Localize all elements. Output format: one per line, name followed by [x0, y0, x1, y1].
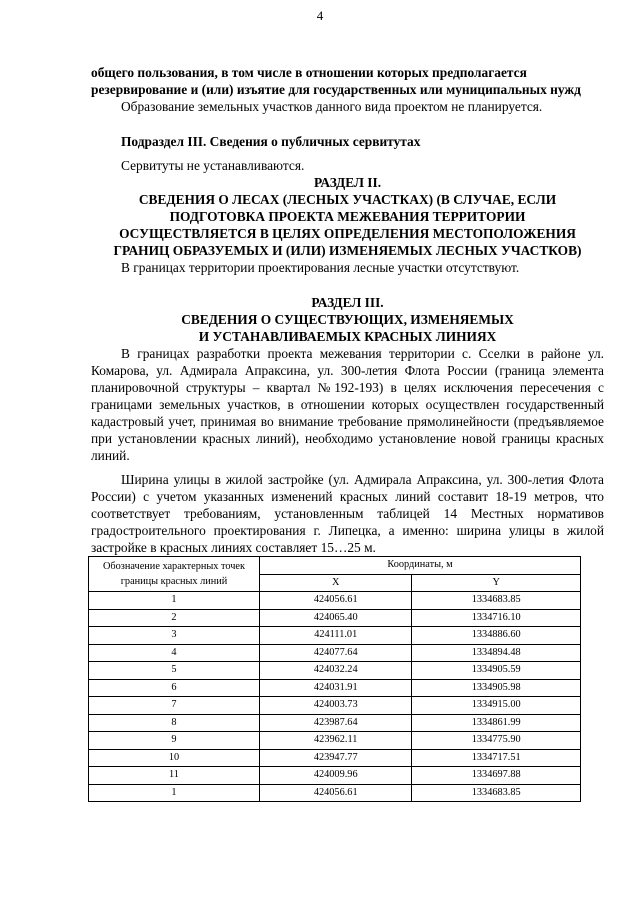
x-cell: 424056.61 [260, 784, 412, 802]
x-cell: 424077.64 [260, 644, 412, 662]
x-cell: 424009.96 [260, 767, 412, 785]
table-header-x: X [260, 574, 412, 592]
y-cell: 1334886.60 [412, 627, 581, 645]
point-cell: 9 [89, 732, 260, 750]
table-row [89, 609, 581, 627]
table-header-points: Обозначение характерных точек границы красных линий [89, 557, 260, 592]
table-row [89, 679, 581, 697]
y-cell: 1334905.59 [412, 662, 581, 680]
section-2-subtitle-line: ОСУЩЕСТВЛЯЕТСЯ В ЦЕЛЯХ ОПРЕДЕЛЕНИЯ МЕСТОПОЛОЖЕНИЯ [119, 226, 576, 241]
x-cell: 423947.77 [260, 749, 412, 767]
x-cell: 424056.61 [260, 592, 412, 610]
y-cell: 1334775.90 [412, 732, 581, 750]
y-cell: 1334861.99 [412, 714, 581, 732]
section-2-subtitle-line: СВЕДЕНИЯ О ЛЕСАХ (ЛЕСНЫХ УЧАСТКАХ) (В СЛУЧАЕ, ЕСЛИ [138, 192, 557, 207]
table-row [89, 732, 581, 750]
x-cell: 424003.73 [260, 697, 412, 715]
point-cell: 3 [89, 627, 260, 645]
table-row [89, 767, 581, 785]
section-3-title: РАЗДЕЛ III. [311, 295, 384, 310]
y-cell: 1334716.10 [412, 609, 581, 627]
section-3-subtitle-line: СВЕДЕНИЯ О СУЩЕСТВУЮЩИХ, ИЗМЕНЯЕМЫХ [181, 312, 514, 327]
y-cell: 1334697.88 [412, 767, 581, 785]
section-3-paragraph-1: В границах разработки проекта межевания территории с. Сселки в районе ул. Комарова, ул. Адмирала Апраксина, ул. 300-летия Флота России (граница элемента планировочной структуры – квартал №192-193) в целях исключения пересечения с границами земельных участков, в отношении которых осуществлен государственный кадастровый учет, принимая во внимание требование прямолинейности (предъявляемое при установлении красных линий), необходимо установление новой границы красных линий. [91, 346, 604, 463]
point-cell: 1 [89, 784, 260, 802]
section-2-text: В границах территории проектирования лесные участки отсутствуют. [121, 260, 520, 275]
x-cell: 424031.91 [260, 679, 412, 697]
section-a-text: Образование земельных участков данного вида проектом не планируется. [121, 99, 543, 114]
point-cell: 2 [89, 609, 260, 627]
subsection-3-text: Сервитуты не устанавливаются. [121, 158, 305, 173]
point-cell: 6 [89, 679, 260, 697]
x-cell: 424032.24 [260, 662, 412, 680]
section-3-paragraph-2: Ширина улицы в жилой застройке (ул. Адмирала Апраксина, ул. 300-летия Флота России) с учетом указанных изменений красных линий составит 18-19 метров, что соответствует требованиям, установленным таблицей 14 Местных нормативов градостроительного проектирования г. Липецка, а именно: ширина улицы в жилой застройке в красных линиях составляет 15…25 м. [91, 472, 604, 555]
section-2-subtitle-line: ГРАНИЦ ОБРАЗУЕМЫХ И (ИЛИ) ИЗМЕНЯЕМЫХ ЛЕСНЫХ УЧАСТКОВ) [113, 243, 582, 258]
page-number: 4 [316, 8, 324, 23]
section-2-subtitle [91, 191, 604, 259]
section-3-subtitle-line: И УСТАНАВЛИВАЕМЫХ КРАСНЫХ ЛИНИЯХ [198, 329, 497, 344]
y-cell: 1334915.00 [412, 697, 581, 715]
table-row [89, 592, 581, 610]
x-cell: 423962.11 [260, 732, 412, 750]
section-a-heading: общего пользования, в том числе в отношении которых предполагается резервирование и (или) изъятие для государственных или муниципальных нужд [91, 65, 581, 97]
point-cell: 1 [89, 592, 260, 610]
table-header-y: Y [412, 574, 581, 592]
table-body [89, 592, 581, 802]
document-body [91, 64, 604, 802]
table-row [89, 662, 581, 680]
x-cell: 424111.01 [260, 627, 412, 645]
subsection-3-heading: Подраздел III. Сведения о публичных сервитутах [121, 134, 421, 149]
y-cell: 1334717.51 [412, 749, 581, 767]
point-cell: 11 [89, 767, 260, 785]
section-3-subtitle [91, 311, 604, 345]
x-cell: 424065.40 [260, 609, 412, 627]
table-header-coordinates: Координаты, м [260, 557, 581, 575]
table-row [89, 749, 581, 767]
y-cell: 1334905.98 [412, 679, 581, 697]
y-cell: 1334894.48 [412, 644, 581, 662]
table-row [89, 644, 581, 662]
point-cell: 4 [89, 644, 260, 662]
table-row [89, 627, 581, 645]
table-row [89, 784, 581, 802]
point-cell: 8 [89, 714, 260, 732]
point-cell: 10 [89, 749, 260, 767]
table-row [89, 714, 581, 732]
point-cell: 5 [89, 662, 260, 680]
y-cell: 1334683.85 [412, 784, 581, 802]
coordinates-table [88, 556, 581, 802]
section-2-title: РАЗДЕЛ II. [313, 175, 382, 190]
point-cell: 7 [89, 697, 260, 715]
x-cell: 423987.64 [260, 714, 412, 732]
table-row [89, 697, 581, 715]
section-2-subtitle-line: ПОДГОТОВКА ПРОЕКТА МЕЖЕВАНИЯ ТЕРРИТОРИИ [169, 209, 526, 224]
y-cell: 1334683.85 [412, 592, 581, 610]
